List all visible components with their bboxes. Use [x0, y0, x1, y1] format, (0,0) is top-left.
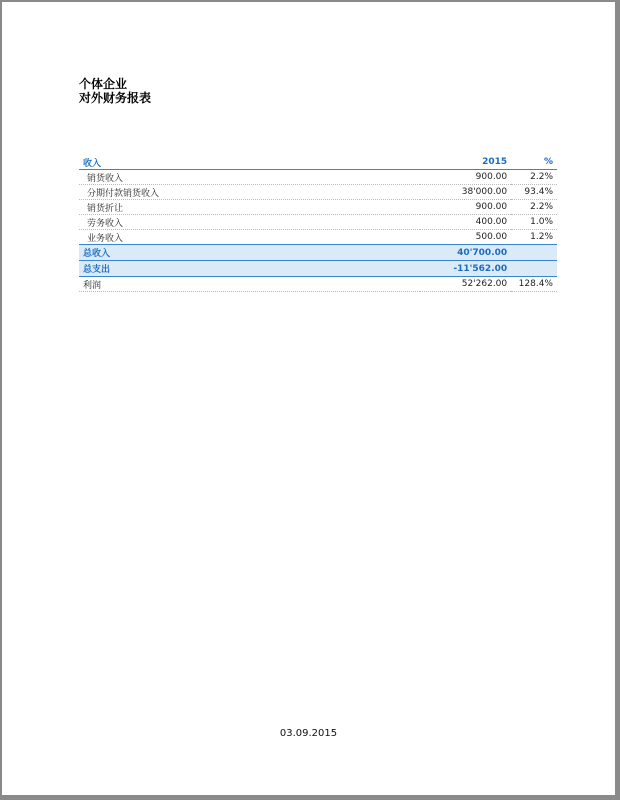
total-income-label: 总收入 — [79, 245, 420, 261]
row-label: 分期付款销货收入 — [79, 185, 420, 200]
row-label: 销货折让 — [79, 200, 420, 215]
total-income-row — [79, 245, 557, 261]
table-row — [79, 170, 557, 185]
profit-percent: 128.4% — [511, 277, 557, 292]
row-percent: 2.2% — [511, 200, 557, 215]
total-expense-row — [79, 261, 557, 277]
profit-row — [79, 277, 557, 292]
income-table — [79, 155, 557, 292]
row-label: 业务收入 — [79, 230, 420, 245]
company-name: 个体企业 — [79, 77, 128, 91]
row-label: 劳务收入 — [79, 215, 420, 230]
row-label: 销货收入 — [79, 170, 420, 185]
profit-label: 利润 — [79, 277, 420, 292]
row-value: 400.00 — [420, 215, 511, 230]
row-percent: 1.0% — [511, 215, 557, 230]
table-row — [79, 185, 557, 200]
total-expense-label: 总支出 — [79, 261, 420, 277]
row-value: 500.00 — [420, 230, 511, 245]
footer-date: 03.09.2015 — [279, 728, 338, 739]
table-row — [79, 200, 557, 215]
row-value: 900.00 — [420, 200, 511, 215]
header-percent: % — [511, 155, 557, 170]
profit-value: 52'262.00 — [420, 277, 511, 292]
row-value: 900.00 — [420, 170, 511, 185]
header-income: 收入 — [79, 155, 420, 170]
row-percent: 93.4% — [511, 185, 557, 200]
total-expense-value: -11'562.00 — [420, 261, 511, 277]
row-percent: 1.2% — [511, 230, 557, 245]
header-year: 2015 — [420, 155, 511, 170]
table-row — [79, 230, 557, 245]
table-row — [79, 215, 557, 230]
table-header-row — [79, 155, 557, 170]
row-percent: 2.2% — [511, 170, 557, 185]
row-value: 38'000.00 — [420, 185, 511, 200]
report-title: 对外财务报表 — [79, 91, 152, 105]
total-income-value: 40'700.00 — [420, 245, 511, 261]
report-page — [2, 2, 615, 795]
